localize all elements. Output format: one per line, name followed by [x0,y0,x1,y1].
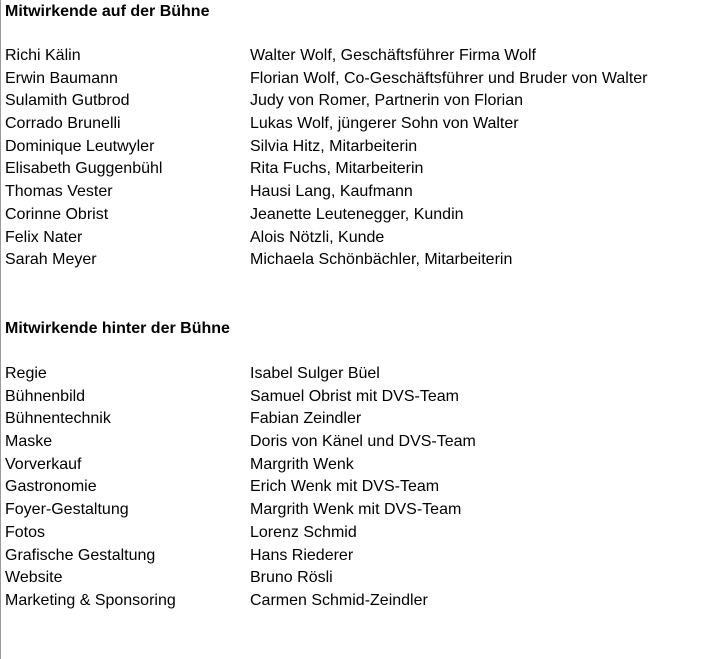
actor-name: Felix Nater [5,228,83,246]
crew-person: Carmen Schmid-Zeindler [250,591,428,609]
crew-function: Vorverkauf [5,455,82,473]
crew-function: Bühnenbild [5,387,86,405]
left-border-line [0,0,1,659]
character-role: Jeanette Leutenegger, Kundin [250,205,464,223]
actor-name: Corrado Brunelli [5,115,121,133]
character-role: Walter Wolf, Geschäftsführer Firma Wolf [250,47,536,64]
crew-function: Bühnentechnik [5,410,111,428]
on-stage-heading: Mitwirkende auf der Bühne [5,3,210,20]
crew-person: Erich Wenk mit DVS-Team [250,478,440,496]
backstage-heading: Mitwirkende hinter der Bühne [5,320,230,337]
crew-function: Marketing & Sponsoring [5,591,176,609]
character-role: Lukas Wolf, jüngerer Sohn von Walter [250,115,519,133]
actor-name: Corinne Obrist [5,205,109,223]
actor-name: Dominique Leutwyler [5,137,155,155]
character-role: Judy von Romer, Partnerin von Florian [250,92,524,110]
crew-person: Margrith Wenk [250,455,354,473]
crew-function: Maske [5,433,53,451]
actor-name: Sarah Meyer [5,251,97,269]
character-role: Silvia Hitz, Mitarbeiterin [250,137,418,155]
character-role: Florian Wolf, Co-Geschäftsführer und Bruder von Walter [250,69,648,87]
actor-name: Erwin Baumann [5,69,118,87]
crew-function: Fotos [5,523,46,541]
character-role: Rita Fuchs, Mitarbeiterin [250,160,424,178]
actor-name: Richi Kälin [5,47,81,64]
character-role: Hausi Lang, Kaufmann [250,183,413,201]
crew-person: Hans Riederer [250,546,354,564]
crew-person: Lorenz Schmid [250,523,357,541]
crew-person: Bruno Rösli [250,569,333,587]
crew-person: Fabian Zeindler [250,410,362,428]
character-role: Alois Nötzli, Kunde [250,228,385,246]
crew-function: Gastronomie [5,478,97,496]
actor-name: Elisabeth Guggenbühl [5,160,163,178]
crew-person: Samuel Obrist mit DVS-Team [250,387,459,405]
crew-function: Website [5,569,63,587]
crew-person: Isabel Sulger Büel [250,365,380,382]
character-role: Michaela Schönbächler, Mitarbeiterin [250,251,513,269]
crew-function: Foyer-Gestaltung [5,501,129,519]
crew-function: Regie [5,365,47,382]
crew-function: Grafische Gestaltung [5,546,156,564]
crew-person: Margrith Wenk mit DVS-Team [250,501,462,519]
actor-name: Thomas Vester [5,183,113,201]
crew-person: Doris von Känel und DVS-Team [250,433,476,451]
actor-name: Sulamith Gutbrod [5,92,130,110]
